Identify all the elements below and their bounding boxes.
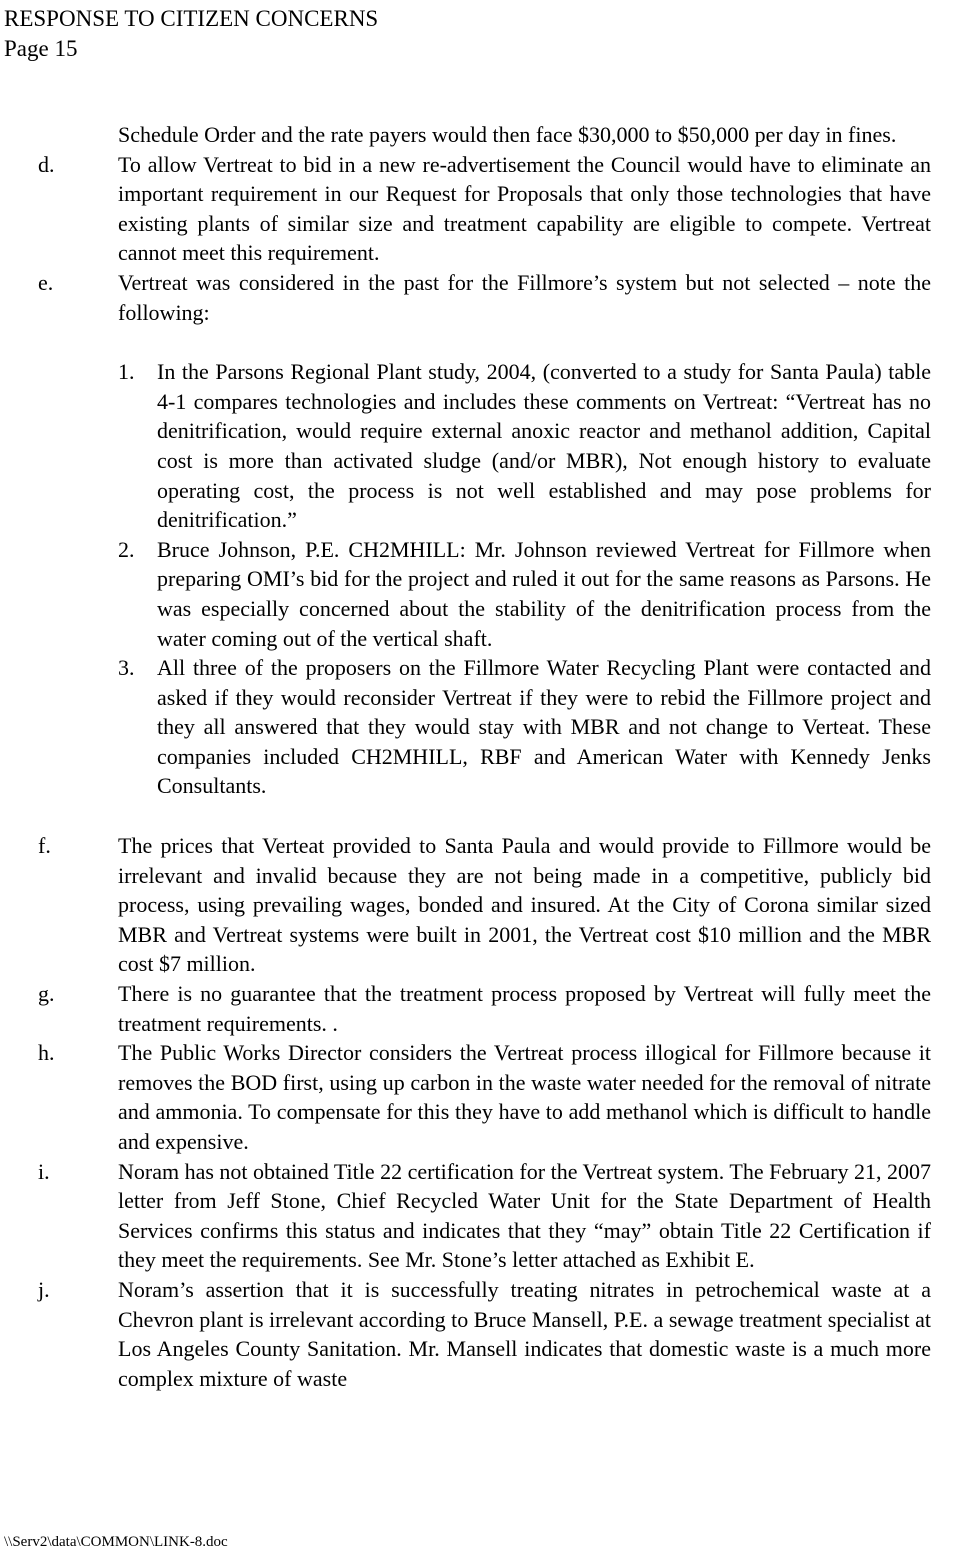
list-item-f — [0, 831, 970, 979]
page-header — [4, 4, 378, 64]
list-item-text: To allow Vertreat to bid in a new re-advertisement the Council would have to eliminate an important requirement in our Request for Proposals that only those technologies that have existing plants of similar size and treatment capability are eligible to compete. Vertreat cannot meet this requirement. — [118, 151, 931, 266]
continuation-paragraph — [0, 120, 970, 150]
list-item-h — [0, 1038, 970, 1156]
list-item-text: Vertreat was considered in the past for the Fillmore’s system but not selected – note the following: — [118, 269, 931, 325]
list-marker: d. — [38, 151, 55, 177]
document-title: RESPONSE TO CITIZEN CONCERNS — [4, 6, 379, 31]
list-item-text: The Public Works Director considers the Vertreat process illogical for Fillmore because it removes the BOD first, using up carbon in the waste water needed for the removal of nitrate and ammonia. To compensate for this they have to add methanol which is difficult to handle and expensive. — [118, 1040, 931, 1154]
list-marker: j. — [38, 1276, 50, 1302]
sublist-marker: 2. — [118, 536, 135, 562]
list-item-e — [0, 268, 970, 327]
paragraph-text: Schedule Order and the rate payers would then face $30,000 to $50,000 per day in fines. — [118, 122, 897, 147]
sublist-item-text: All three of the proposers on the Fillmore Water Recycling Plant were contacted and asked if they would reconsider Vertreat if they were to rebid the Fillmore project and they all answered that they would stay with MBR and not change to Verteat. These companies included CH2MHILL, RBF and American Water with Kennedy Jenks Consultants. — [157, 655, 931, 799]
list-marker: g. — [38, 981, 55, 1007]
list-item-text: The prices that Verteat provided to Santa Paula and would provide to Fillmore would be irrelevant and invalid because they are not being made in a competitive, publicly bid process, using prevailing wages, bonded and insured. At the City of Corona similar sized MBR and Vertreat systems were built in 2001, the Vertreat cost $10 million and the MBR cost $7 million. — [118, 833, 931, 977]
sublist-item-3 — [0, 653, 970, 801]
sublist-item-1 — [0, 357, 970, 535]
sublist-marker: 1. — [118, 359, 135, 385]
list-marker: e. — [38, 269, 54, 295]
list-item-text: There is no guarantee that the treatment process proposed by Vertreat will fully meet the treatment requirements. . — [118, 981, 931, 1036]
list-item-j — [0, 1275, 970, 1393]
list-marker: i. — [38, 1158, 50, 1184]
sublist-item-2 — [0, 535, 970, 653]
file-path-footer: \\Serv2\data\COMMON\LINK-8.doc — [4, 1534, 228, 1550]
list-item-d — [0, 150, 970, 268]
list-item-text: Noram’s assertion that it is successfully treating nitrates in petrochemical waste at a Chevron plant is irrelevant according to Bruce Mansell, P.E. a sewage treatment specialist at Los Angeles County Sanitation. Mr. Mansell indicates that domestic waste is a much more complex mixture of waste — [118, 1276, 931, 1391]
list-item-text: Noram has not obtained Title 22 certification for the Vertreat system. The February 21, 2007 letter from Jeff Stone, Chief Recycled Water Unit for the State Department of Health Services confirms this status and indicates that they “may” obtain Title 22 Certification if they meet the requirements. See Mr. Stone’s letter attached as Exhibit E. — [118, 1158, 932, 1273]
sublist-item-text: Bruce Johnson, P.E. CH2MHILL: Mr. Johnson reviewed Vertreat for Fillmore when preparing OMI’s bid for the project and ruled it out for the same reasons as Parsons. He was especially concerned about the stability of the denitrification process from the water coming out of the vertical shaft. — [157, 536, 931, 651]
list-item-g — [0, 979, 970, 1038]
list-marker: h. — [38, 1040, 55, 1066]
sublist-item-text: In the Parsons Regional Plant study, 2004, (converted to a study for Santa Paula) table 4-1 compares technologies and includes these comments on Vertreat: “Vertreat has no denitrification, would require external anoxic reactor and methanol addition, Capital cost is more than activated sludge (and/or MBR), Not enough history to evaluate operating cost, the process is not well established and may pose problems for denitrification.” — [157, 359, 931, 533]
document-body — [0, 120, 970, 1393]
list-item-i — [0, 1157, 970, 1275]
list-marker: f. — [38, 833, 51, 859]
sublist-marker: 3. — [118, 655, 135, 681]
page-number: Page 15 — [4, 36, 78, 61]
